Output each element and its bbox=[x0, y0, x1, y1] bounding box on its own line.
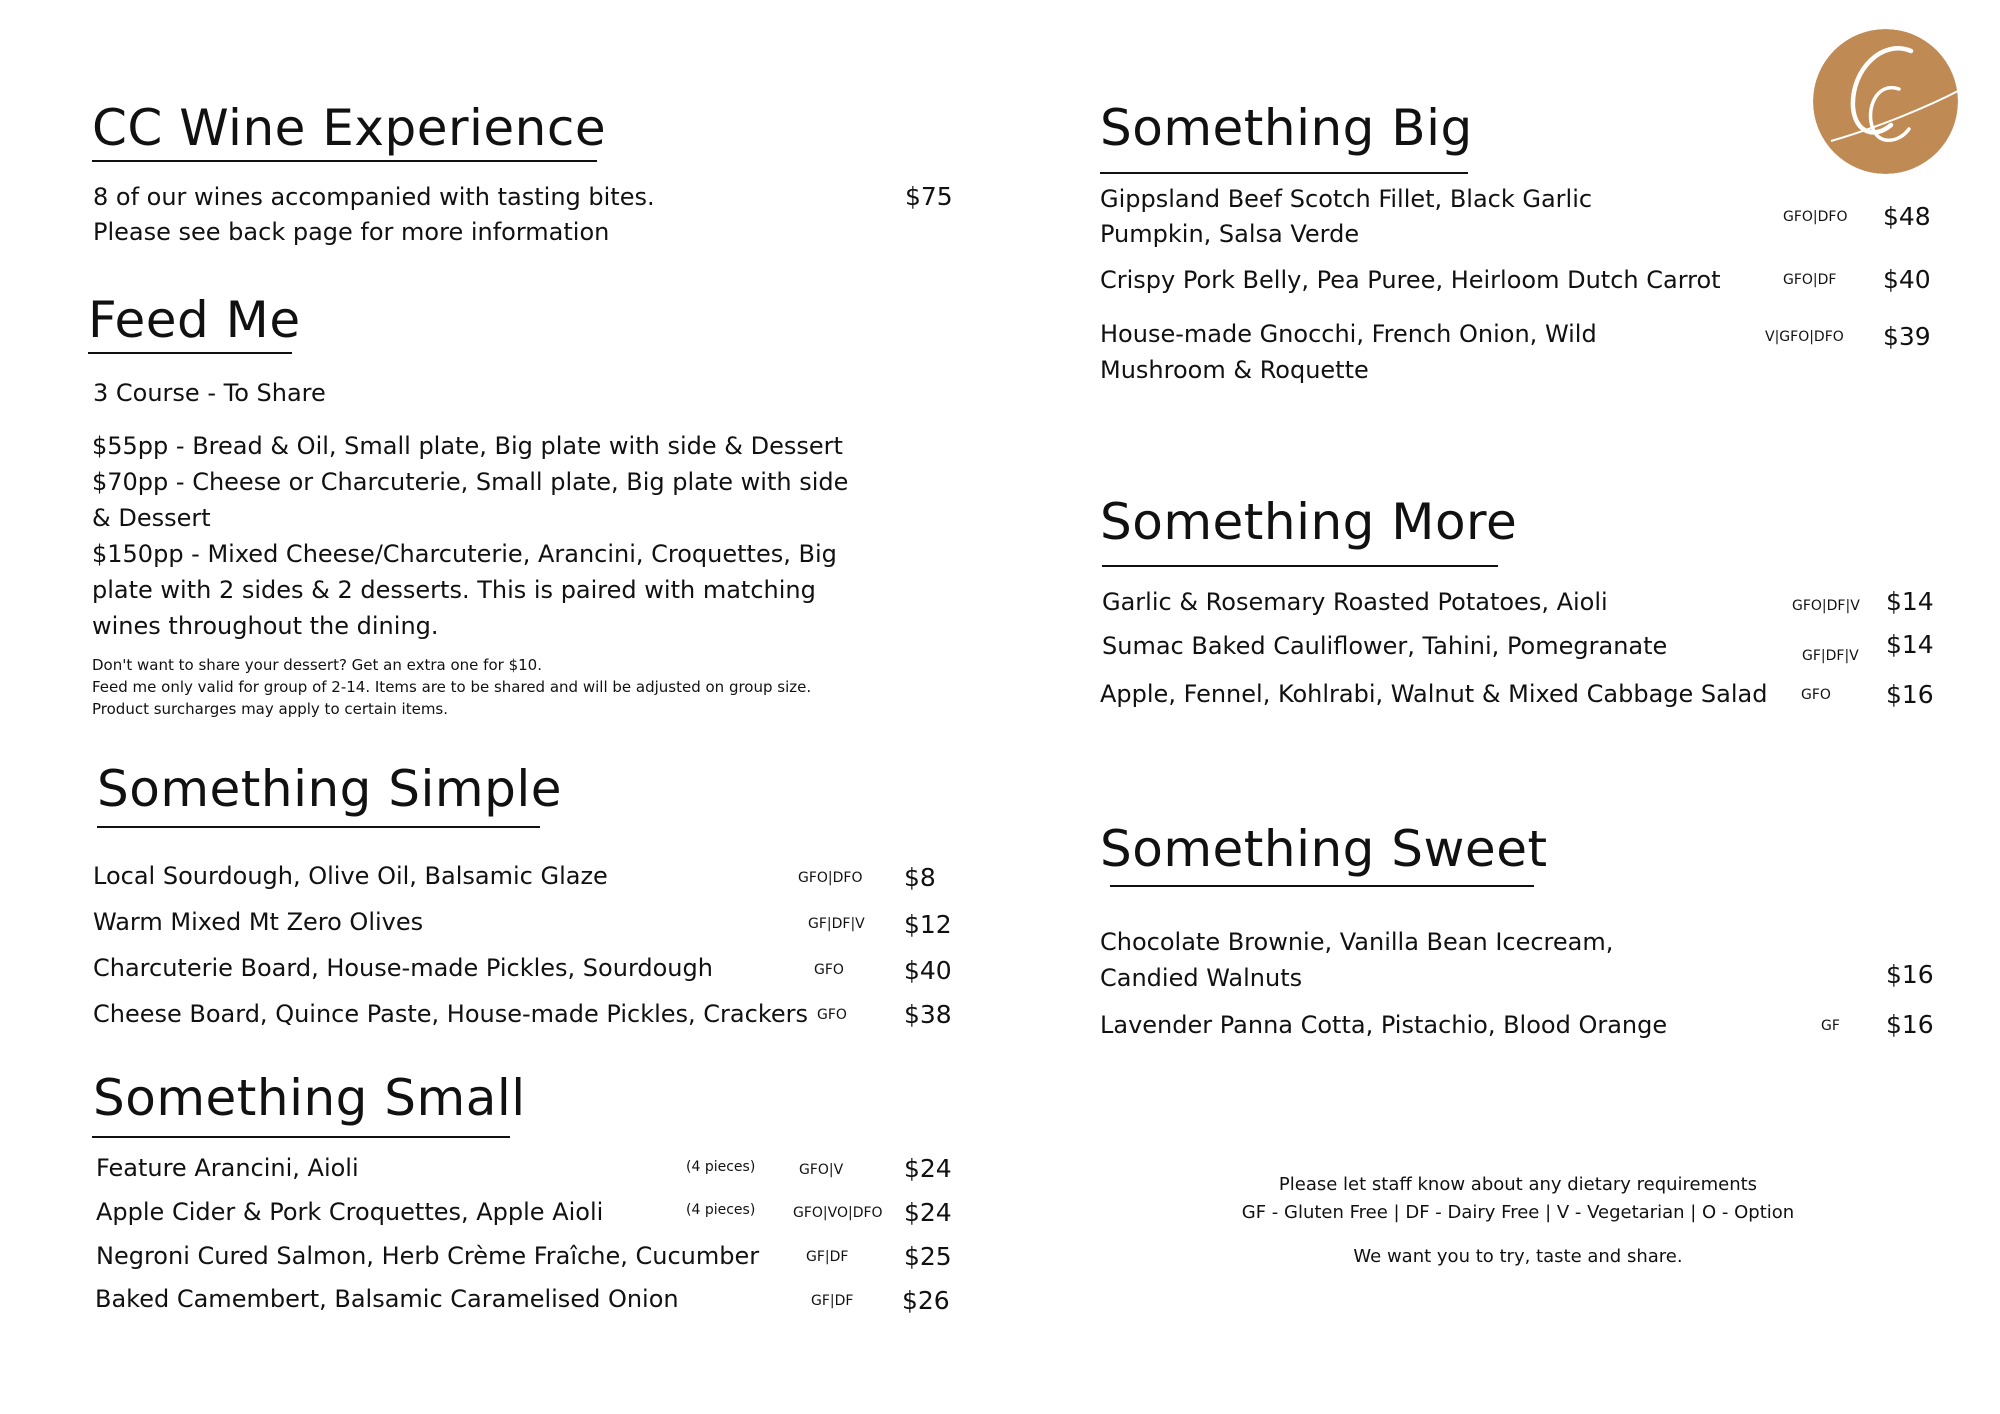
item-price: $39 bbox=[1883, 322, 1931, 351]
dietary-tags: GF|DF|V bbox=[808, 916, 865, 932]
dietary-tags: GFO|DFO bbox=[1783, 209, 1848, 225]
item-name: Apple, Fennel, Kohlrabi, Walnut & Mixed Cabbage Salad bbox=[1100, 680, 1768, 708]
dietary-tags: GFO|DFO bbox=[798, 870, 863, 886]
item-price: $12 bbox=[904, 910, 952, 939]
item-name: Negroni Cured Salmon, Herb Crème Fraîche, Cucumber bbox=[96, 1242, 760, 1270]
dietary-tags: GFO|DF bbox=[1783, 272, 1837, 288]
dietary-tags: GFO bbox=[1801, 687, 1831, 703]
dietary-tags: GF|DF bbox=[806, 1249, 849, 1265]
dietary-tags: GF bbox=[1821, 1018, 1840, 1034]
dietary-notice: Please let staff know about any dietary requirements bbox=[1278, 1174, 1758, 1195]
dietary-legend: GF - Gluten Free | DF - Dairy Free | V - Vegetarian | O - Option bbox=[1241, 1202, 1795, 1223]
item-price: $16 bbox=[1886, 1010, 1934, 1039]
item-price: $14 bbox=[1886, 587, 1934, 616]
item-name-line1: Gippsland Beef Scotch Fillet, Black Garlic bbox=[1100, 185, 1593, 213]
feed-me-note: Don't want to share your dessert? Get an extra one for $10. bbox=[92, 656, 542, 674]
wine-experience-rule bbox=[92, 160, 597, 162]
dietary-tags: GF|DF bbox=[811, 1293, 854, 1309]
dietary-tags: GFO|V bbox=[799, 1162, 844, 1178]
item-price: $26 bbox=[902, 1286, 950, 1315]
item-name: Local Sourdough, Olive Oil, Balsamic Glaze bbox=[93, 862, 608, 890]
item-quantity: (4 pieces) bbox=[686, 1159, 756, 1175]
item-price: $38 bbox=[904, 1000, 952, 1029]
item-name-line1: Crispy Pork Belly, Pea Puree, Heirloom Dutch Carrot bbox=[1100, 266, 1721, 294]
item-name-line1: Lavender Panna Cotta, Pistachio, Blood Orange bbox=[1100, 1011, 1668, 1039]
feed-me-note: Feed me only valid for group of 2-14. Items are to be shared and will be adjusted on group size. bbox=[92, 678, 812, 696]
item-name-line2: Mushroom & Roquette bbox=[1100, 356, 1369, 384]
item-name-line1: House-made Gnocchi, French Onion, Wild bbox=[1100, 320, 1597, 348]
item-price: $8 bbox=[904, 863, 936, 892]
item-name-line2: Candied Walnuts bbox=[1100, 964, 1303, 992]
wine-description-line2: Please see back page for more information bbox=[93, 218, 610, 246]
feed-me-options bbox=[92, 428, 852, 644]
wine-experience-heading: CC Wine Experience bbox=[92, 99, 607, 157]
item-price: $40 bbox=[904, 956, 952, 985]
item-name: Cheese Board, Quince Paste, House-made Pickles, Crackers bbox=[93, 1000, 808, 1028]
feed-me-option: $70pp - Cheese or Charcuterie, Small plate, Big plate with side & Dessert bbox=[92, 468, 849, 532]
feed-me-option: $150pp - Mixed Cheese/Charcuterie, Arancini, Croquettes, Big plate with 2 sides & 2 desserts. This is paired with matching wines throughout the dining. bbox=[92, 540, 837, 640]
feed-me-heading: Feed Me bbox=[88, 291, 301, 349]
dietary-tags: GF|DF|V bbox=[1802, 648, 1859, 664]
item-price: $16 bbox=[1886, 680, 1934, 709]
wine-description-line1: 8 of our wines accompanied with tasting bites. bbox=[93, 183, 655, 211]
dietary-tags: GFO|DF|V bbox=[1792, 598, 1860, 614]
dietary-tags: GFO bbox=[817, 1007, 847, 1023]
feed-me-rule bbox=[88, 352, 292, 354]
item-name: Sumac Baked Cauliflower, Tahini, Pomegranate bbox=[1102, 632, 1668, 660]
dietary-tags: GFO|VO|DFO bbox=[793, 1205, 883, 1221]
something-small-heading: Something Small bbox=[93, 1069, 526, 1127]
something-small-rule bbox=[92, 1136, 510, 1138]
something-simple-rule bbox=[97, 826, 540, 828]
share-note: We want you to try, taste and share. bbox=[1353, 1246, 1683, 1267]
something-sweet-rule bbox=[1110, 885, 1534, 887]
item-price: $24 bbox=[904, 1154, 952, 1183]
something-sweet-heading: Something Sweet bbox=[1100, 820, 1548, 878]
something-big-rule bbox=[1100, 172, 1468, 174]
something-simple-heading: Something Simple bbox=[97, 760, 563, 818]
wine-price: $75 bbox=[905, 182, 953, 211]
cc-logo bbox=[1813, 29, 1958, 174]
item-price: $14 bbox=[1886, 630, 1934, 659]
cc-monogram-icon bbox=[1813, 29, 1958, 174]
item-name: Baked Camembert, Balsamic Caramelised Onion bbox=[95, 1285, 679, 1313]
item-price: $40 bbox=[1883, 265, 1931, 294]
item-price: $48 bbox=[1883, 202, 1931, 231]
item-name: Apple Cider & Pork Croquettes, Apple Aioli bbox=[96, 1198, 604, 1226]
item-price: $25 bbox=[904, 1242, 952, 1271]
something-more-heading: Something More bbox=[1100, 493, 1518, 551]
feed-me-notes bbox=[92, 654, 892, 720]
feed-me-note: Product surcharges may apply to certain items. bbox=[92, 700, 449, 718]
item-price: $24 bbox=[904, 1198, 952, 1227]
dietary-tags: V|GFO|DFO bbox=[1765, 329, 1844, 345]
item-name: Warm Mixed Mt Zero Olives bbox=[93, 908, 424, 936]
item-name: Charcuterie Board, House-made Pickles, Sourdough bbox=[93, 954, 713, 982]
item-quantity: (4 pieces) bbox=[686, 1202, 756, 1218]
something-big-heading: Something Big bbox=[1100, 99, 1473, 157]
item-name: Feature Arancini, Aioli bbox=[96, 1154, 359, 1182]
item-name-line2: Pumpkin, Salsa Verde bbox=[1100, 220, 1360, 248]
feed-me-option: $55pp - Bread & Oil, Small plate, Big plate with side & Dessert bbox=[92, 432, 843, 460]
item-name: Garlic & Rosemary Roasted Potatoes, Aioli bbox=[1102, 588, 1608, 616]
item-price: $16 bbox=[1886, 960, 1934, 989]
item-name-line1: Chocolate Brownie, Vanilla Bean Icecream, bbox=[1100, 928, 1614, 956]
feed-me-subtitle: 3 Course - To Share bbox=[93, 379, 326, 407]
something-more-rule bbox=[1102, 565, 1498, 567]
dietary-tags: GFO bbox=[814, 962, 844, 978]
